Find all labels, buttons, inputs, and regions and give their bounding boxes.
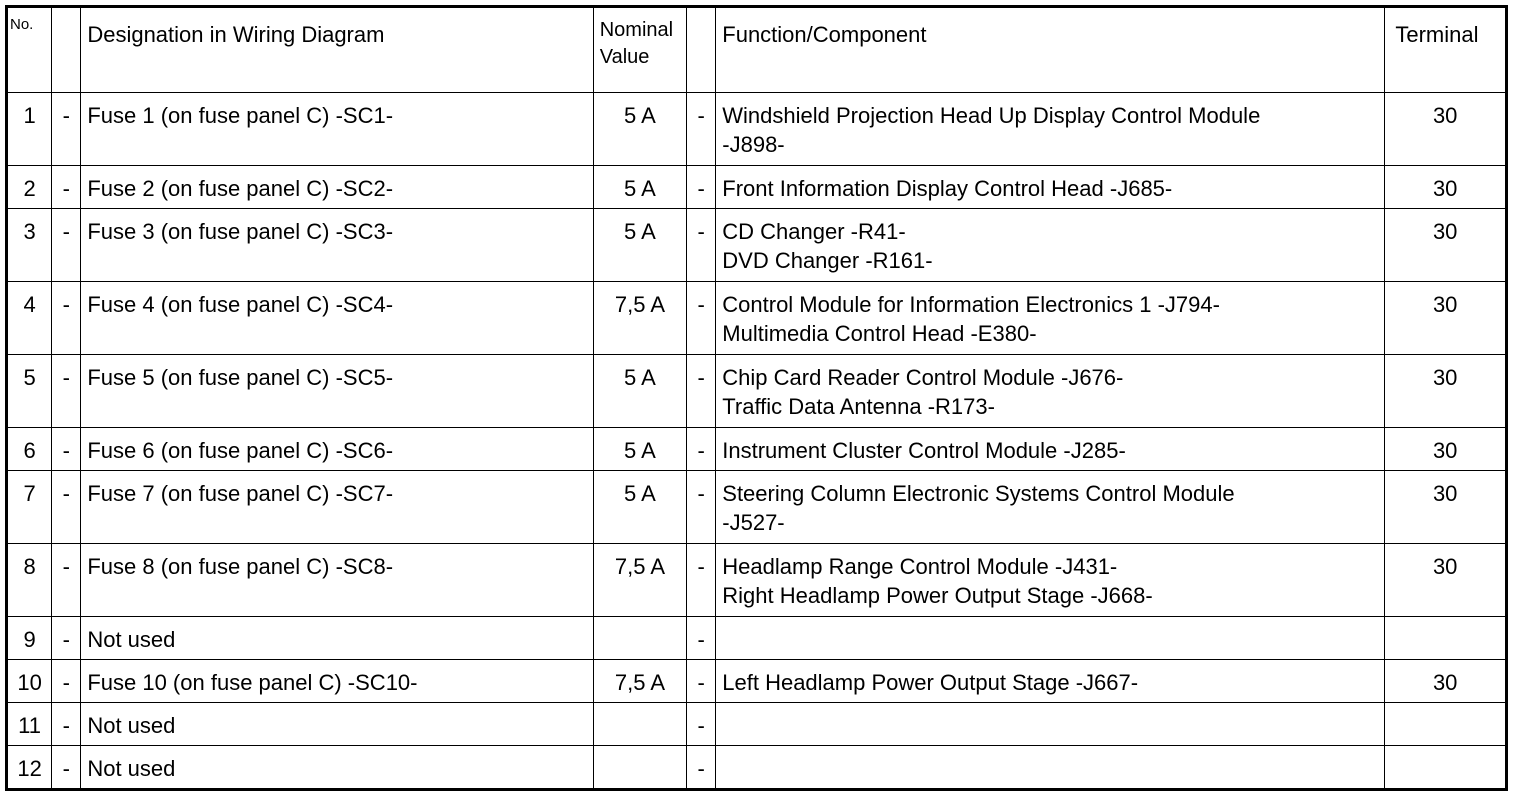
- row-dash-1: -: [52, 166, 81, 209]
- row-number: 2: [7, 166, 52, 209]
- header-nominal-line2: Value: [599, 46, 650, 68]
- row-dash-1: -: [52, 617, 81, 660]
- row-terminal: 30: [1385, 355, 1507, 428]
- row-number: 5: [7, 355, 52, 428]
- row-terminal: 30: [1385, 471, 1507, 544]
- row-nominal-value: 5 A: [593, 93, 686, 166]
- row-dash-2: -: [687, 428, 716, 471]
- row-designation: Fuse 8 (on fuse panel C) -SC8-: [81, 544, 593, 617]
- table-row: [7, 166, 1507, 209]
- function-line: Traffic Data Antenna -R173-: [722, 394, 995, 419]
- row-designation: Fuse 2 (on fuse panel C) -SC2-: [81, 166, 593, 209]
- function-line: Front Information Display Control Head -J685-: [722, 176, 1173, 201]
- row-function: [716, 282, 1385, 355]
- function-line: -J527-: [722, 510, 785, 535]
- table-row: [7, 617, 1507, 660]
- row-nominal-value: [593, 703, 686, 746]
- row-designation: Not used: [81, 617, 593, 660]
- row-nominal-value: 5 A: [593, 209, 686, 282]
- row-dash-2: -: [687, 544, 716, 617]
- row-function: [716, 544, 1385, 617]
- row-dash-1: -: [52, 703, 81, 746]
- function-line: Right Headlamp Power Output Stage -J668-: [722, 583, 1153, 608]
- row-function: [716, 660, 1385, 703]
- row-terminal: 30: [1385, 544, 1507, 617]
- row-number: 12: [7, 746, 52, 790]
- function-line: Headlamp Range Control Module -J431-: [722, 554, 1118, 579]
- row-number: 8: [7, 544, 52, 617]
- row-function: [716, 355, 1385, 428]
- row-number: 10: [7, 660, 52, 703]
- function-line: Chip Card Reader Control Module -J676-: [722, 365, 1124, 390]
- table-row: [7, 471, 1507, 544]
- row-nominal-value: 7,5 A: [593, 282, 686, 355]
- table-body: [7, 93, 1507, 790]
- row-terminal: 30: [1385, 428, 1507, 471]
- function-line: -J898-: [722, 132, 785, 157]
- row-designation: Not used: [81, 703, 593, 746]
- row-number: 11: [7, 703, 52, 746]
- row-number: 9: [7, 617, 52, 660]
- row-designation: Fuse 5 (on fuse panel C) -SC5-: [81, 355, 593, 428]
- row-nominal-value: [593, 746, 686, 790]
- table-header-row: [7, 7, 1507, 93]
- table-row: [7, 703, 1507, 746]
- table-row: [7, 746, 1507, 790]
- row-nominal-value: 5 A: [593, 428, 686, 471]
- row-dash-2: -: [687, 471, 716, 544]
- row-number: 1: [7, 93, 52, 166]
- header-function: Function/Component: [716, 7, 1385, 93]
- row-nominal-value: [593, 617, 686, 660]
- function-line: Multimedia Control Head -E380-: [722, 321, 1037, 346]
- row-dash-2: -: [687, 703, 716, 746]
- row-number: 7: [7, 471, 52, 544]
- row-function: [716, 428, 1385, 471]
- fuse-table: [5, 5, 1508, 791]
- row-dash-2: -: [687, 355, 716, 428]
- function-line: DVD Changer -R161-: [722, 248, 933, 273]
- row-terminal: 30: [1385, 660, 1507, 703]
- header-terminal: Terminal: [1385, 7, 1507, 93]
- row-terminal: [1385, 746, 1507, 790]
- row-number: 4: [7, 282, 52, 355]
- row-designation: Fuse 10 (on fuse panel C) -SC10-: [81, 660, 593, 703]
- function-line: Windshield Projection Head Up Display Control Module: [722, 103, 1261, 128]
- row-dash-2: -: [687, 166, 716, 209]
- row-function: [716, 746, 1385, 790]
- row-nominal-value: 7,5 A: [593, 544, 686, 617]
- row-number: 3: [7, 209, 52, 282]
- row-function: [716, 617, 1385, 660]
- function-line: Instrument Cluster Control Module -J285-: [722, 438, 1126, 463]
- row-terminal: 30: [1385, 282, 1507, 355]
- row-dash-1: -: [52, 428, 81, 471]
- function-line: Control Module for Information Electronics 1 -J794-: [722, 292, 1220, 317]
- function-line: CD Changer -R41-: [722, 219, 906, 244]
- row-dash-1: -: [52, 355, 81, 428]
- function-line: Left Headlamp Power Output Stage -J667-: [722, 670, 1139, 695]
- row-dash-1: -: [52, 93, 81, 166]
- row-dash-2: -: [687, 617, 716, 660]
- table-row: [7, 209, 1507, 282]
- header-no: No.: [7, 7, 52, 93]
- row-dash-1: -: [52, 544, 81, 617]
- row-terminal: 30: [1385, 93, 1507, 166]
- row-dash-1: -: [52, 471, 81, 544]
- function-line: Steering Column Electronic Systems Control Module: [722, 481, 1235, 506]
- row-terminal: 30: [1385, 209, 1507, 282]
- row-dash-2: -: [687, 746, 716, 790]
- row-dash-1: -: [52, 209, 81, 282]
- header-nominal-value: [593, 7, 686, 93]
- row-dash-2: -: [687, 660, 716, 703]
- row-number: 6: [7, 428, 52, 471]
- table-row: [7, 93, 1507, 166]
- row-dash-1: -: [52, 660, 81, 703]
- table-row: [7, 282, 1507, 355]
- table-row: [7, 355, 1507, 428]
- row-function: [716, 93, 1385, 166]
- row-nominal-value: 7,5 A: [593, 660, 686, 703]
- row-function: [716, 703, 1385, 746]
- row-designation: Fuse 1 (on fuse panel C) -SC1-: [81, 93, 593, 166]
- table-row: [7, 660, 1507, 703]
- row-dash-2: -: [687, 93, 716, 166]
- row-terminal: 30: [1385, 166, 1507, 209]
- row-designation: Fuse 6 (on fuse panel C) -SC6-: [81, 428, 593, 471]
- row-nominal-value: 5 A: [593, 166, 686, 209]
- header-spacer-1: [52, 7, 81, 93]
- table-row: [7, 544, 1507, 617]
- row-designation: Fuse 7 (on fuse panel C) -SC7-: [81, 471, 593, 544]
- header-spacer-2: [687, 7, 716, 93]
- row-designation: Not used: [81, 746, 593, 790]
- row-dash-1: -: [52, 746, 81, 790]
- row-dash-2: -: [687, 209, 716, 282]
- header-designation: Designation in Wiring Diagram: [81, 7, 593, 93]
- row-dash-2: -: [687, 282, 716, 355]
- row-dash-1: -: [52, 282, 81, 355]
- row-function: [716, 471, 1385, 544]
- header-nominal-line1: Nominal: [599, 19, 674, 41]
- row-function: [716, 166, 1385, 209]
- row-terminal: [1385, 703, 1507, 746]
- row-designation: Fuse 4 (on fuse panel C) -SC4-: [81, 282, 593, 355]
- row-function: [716, 209, 1385, 282]
- row-designation: Fuse 3 (on fuse panel C) -SC3-: [81, 209, 593, 282]
- row-terminal: [1385, 617, 1507, 660]
- row-nominal-value: 5 A: [593, 471, 686, 544]
- row-nominal-value: 5 A: [593, 355, 686, 428]
- table-row: [7, 428, 1507, 471]
